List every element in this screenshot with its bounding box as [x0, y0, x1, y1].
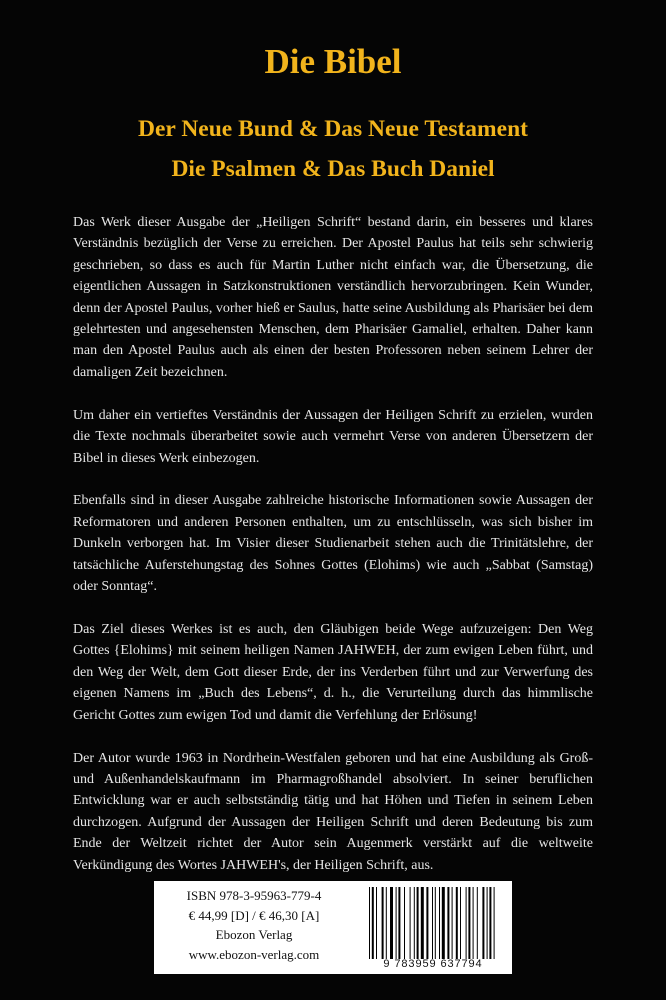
- barcode-bar: [404, 887, 405, 959]
- isbn-barcode: [368, 887, 502, 959]
- barcode-bar: [376, 887, 377, 959]
- blurb-text: [73, 212, 593, 897]
- barcode-bar: [442, 887, 445, 959]
- barcode-bar: [382, 887, 384, 959]
- barcode-bar: [396, 887, 397, 959]
- barcode-number: 9 783959 637794: [383, 958, 483, 970]
- blurb-paragraph-2: Um daher ein vertieftes Verständnis der Aussagen der Heiligen Schrift zu erzielen, wurden die Texte nochmals überarbeitet sowie auch vermehrt Verse von anderen Übersetzern der Bibel in dieses Werk einbezogen.: [73, 407, 593, 466]
- barcode-bar: [473, 887, 474, 959]
- barcode-bar: [432, 887, 433, 959]
- barcode-bar: [477, 887, 478, 959]
- blurb-paragraph-3: Ebenfalls sind in dieser Ausgabe zahlreiche historische Informationen sowie Aussagen der Reformatoren und anderen Personen enthalten, um zu entschlüsseln, was sich bisher im Dunkeln verborgen hat. Im Visier dieser Studienarbeit stehen auch die Trinitätslehre, der tatsächliche Auferstehungstag des Sohnes Gottes (Elohims) wie auch „Sabbat (Samstag) oder Sonntag“.: [73, 493, 593, 595]
- barcode-bar: [398, 887, 400, 959]
- blurb-paragraph-4: Das Ziel dieses Werkes ist es auch, den Gläubigen beide Wege aufzuzeigen: Den Weg Gottes {Elohims} mit seinem heiligen Namen JAHWEH, der zum ewigen Leben führt, und den Weg der Welt, dem Gott dieser Erde, der ins Verderben führt und zur Verwerfung des eigenen Namens im „Buch des Lebens“, d. h., die Verurteilung durch das himmlische Gericht Gottes zum ewigen Tod und damit die Verfehlung der Erlösung!: [73, 622, 593, 723]
- barcode-bar: [447, 887, 449, 959]
- publisher-url: www.ebozon-verlag.com: [188, 946, 320, 962]
- barcode-bar: [417, 887, 419, 959]
- barcode-bar: [421, 887, 424, 959]
- barcode-bar: [456, 887, 458, 959]
- barcode-bar: [369, 887, 370, 959]
- barcode-bar: [386, 887, 387, 959]
- isbn-info-box: [154, 881, 512, 974]
- barcode-bar: [482, 887, 484, 959]
- barcode-bar: [435, 887, 436, 959]
- barcode-bar: [468, 887, 470, 959]
- barcode-bar: [489, 887, 491, 959]
- price-text: € 44,99 [D] / € 46,30 [A]: [188, 907, 320, 923]
- isbn-text: ISBN 978-3-95963-779-4: [186, 888, 322, 903]
- publication-details: [154, 886, 354, 964]
- blurb-paragraph-5: Der Autor wurde 1963 in Nordrhein-Westfalen geboren und hat eine Ausbildung als Groß-und Außenhandelskaufmann im Pharmagroßhandel absolviert. In seiner beruflichen Entwicklung war er auch selbstständig tätig und hat Höhen und Tiefen in seinem Leben durchzogen. Aufgrund der Aussagen der Heiligen Schrift und deren Bedeutung bis zum Ende der Weltzeit richtet der Autor sein Augenmerk verstärkt auf die weltweite Verkündigung des Wortes JAHWEH's, der Heiligen Schrift, aus.: [73, 750, 593, 873]
- barcode-bar: [414, 887, 415, 959]
- barcode-bar: [452, 887, 453, 959]
- barcode-bar: [487, 887, 488, 959]
- subtitle-line-2: Die Psalmen & Das Buch Daniel: [171, 156, 495, 182]
- barcode-bar: [460, 887, 461, 959]
- barcode-bar: [410, 887, 411, 959]
- barcode-bar: [466, 887, 467, 959]
- book-title: Die Bibel: [264, 42, 402, 81]
- publisher-name: Ebozon Verlag: [215, 927, 293, 942]
- barcode-bar: [494, 887, 495, 959]
- barcode-bar: [372, 887, 374, 959]
- barcode-bar: [390, 887, 393, 959]
- barcode-bar: [426, 887, 428, 959]
- blurb-paragraph-1: Das Werk dieser Ausgabe der „Heiligen Schrift“ bestand darin, ein besseres und klares Verständnis bezüglich der Verse zu erreichen. Der Apostel Paulus hat teils sehr schwierig geschrieben, so dass es auch für Martin Luther nicht einfach war, die Übersetzung, die eigentlichen Aussagen in Satzkonstruktionen verständlich hervorzubringen. Kein Wunder, denn der Apostel Paulus, vorher hieß er Saulus, hatte seine Ausbildung als Pharisäer bei dem gelehrtesten und angesehensten Menschen, dem Pharisäer Gamaliel, erhalten. Daher kann man den Apostel Paulus auch als einen der besten Professoren neben seinem Lehrer der damaligen Zeit bezeichnen.: [73, 215, 593, 380]
- barcode-bar: [439, 887, 440, 959]
- subtitle-line-1: Der Neue Bund & Das Neue Testament: [138, 116, 528, 142]
